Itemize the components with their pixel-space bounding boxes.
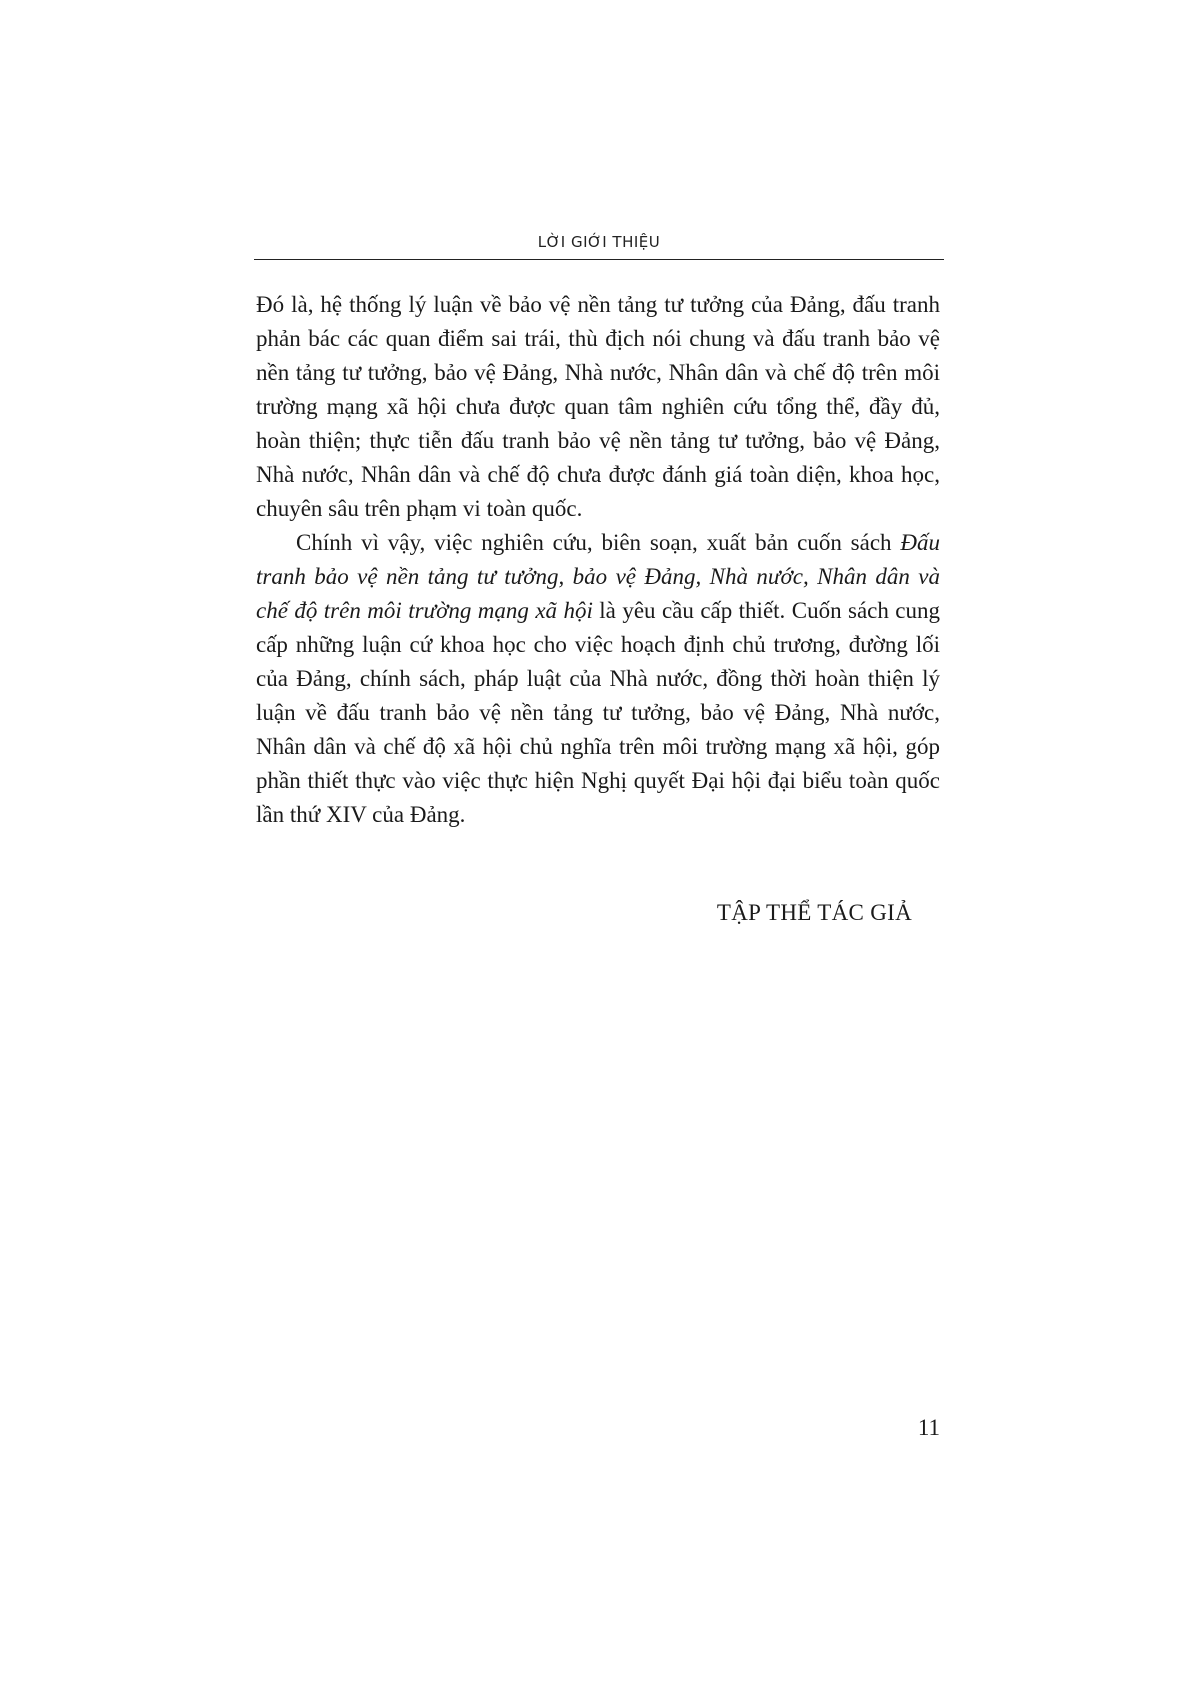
body-text <box>256 288 940 832</box>
header-rule <box>254 259 944 260</box>
paragraph-2 <box>256 526 940 832</box>
signature: TẬP THỂ TÁC GIẢ <box>716 900 912 925</box>
page-number: 11 <box>917 1415 940 1440</box>
running-header: LỜI GIỚI THIỆU <box>537 233 661 251</box>
paragraph-2-after: là yêu cầu cấp thiết. Cuốn sách cung cấp những luận cứ khoa học cho việc hoạch định chủ trương, đường lối của Đảng, chính sách, pháp luật của Nhà nước, đồng thời hoàn thiện lý luận về đấu tranh bảo vệ nền tảng tư tưởng, bảo vệ Đảng, Nhà nước, Nhân dân và chế độ xã hội chủ nghĩa trên môi trường mạng xã hội, góp phần thiết thực vào việc thực hiện Nghị quyết Đại hội đại biểu toàn quốc lần thứ XIV của Đảng. <box>256 598 941 827</box>
book-title: Đấu tranh bảo vệ nền tảng tư tưởng, bảo vệ Đảng, Nhà nước, Nhân dân và chế độ trên môi trường mạng xã hội <box>256 530 940 623</box>
paragraph-2-before: Chính vì vậy, việc nghiên cứu, biên soạn, xuất bản cuốn sách <box>296 530 892 555</box>
paragraph-1: Đó là, hệ thống lý luận về bảo vệ nền tảng tư tưởng của Đảng, đấu tranh phản bác các quan điểm sai trái, thù địch nói chung và đấu tranh bảo vệ nền tảng tư tưởng, bảo vệ Đảng, Nhà nước, Nhân dân và chế độ trên môi trường mạng xã hội chưa được quan tâm nghiên cứu tổng thể, đầy đủ, hoàn thiện; thực tiễn đấu tranh bảo vệ nền tảng tư tưởng, bảo vệ Đảng, Nhà nước, Nhân dân và chế độ chưa được đánh giá toàn diện, khoa học, chuyên sâu trên phạm vi toàn quốc. <box>256 292 940 521</box>
